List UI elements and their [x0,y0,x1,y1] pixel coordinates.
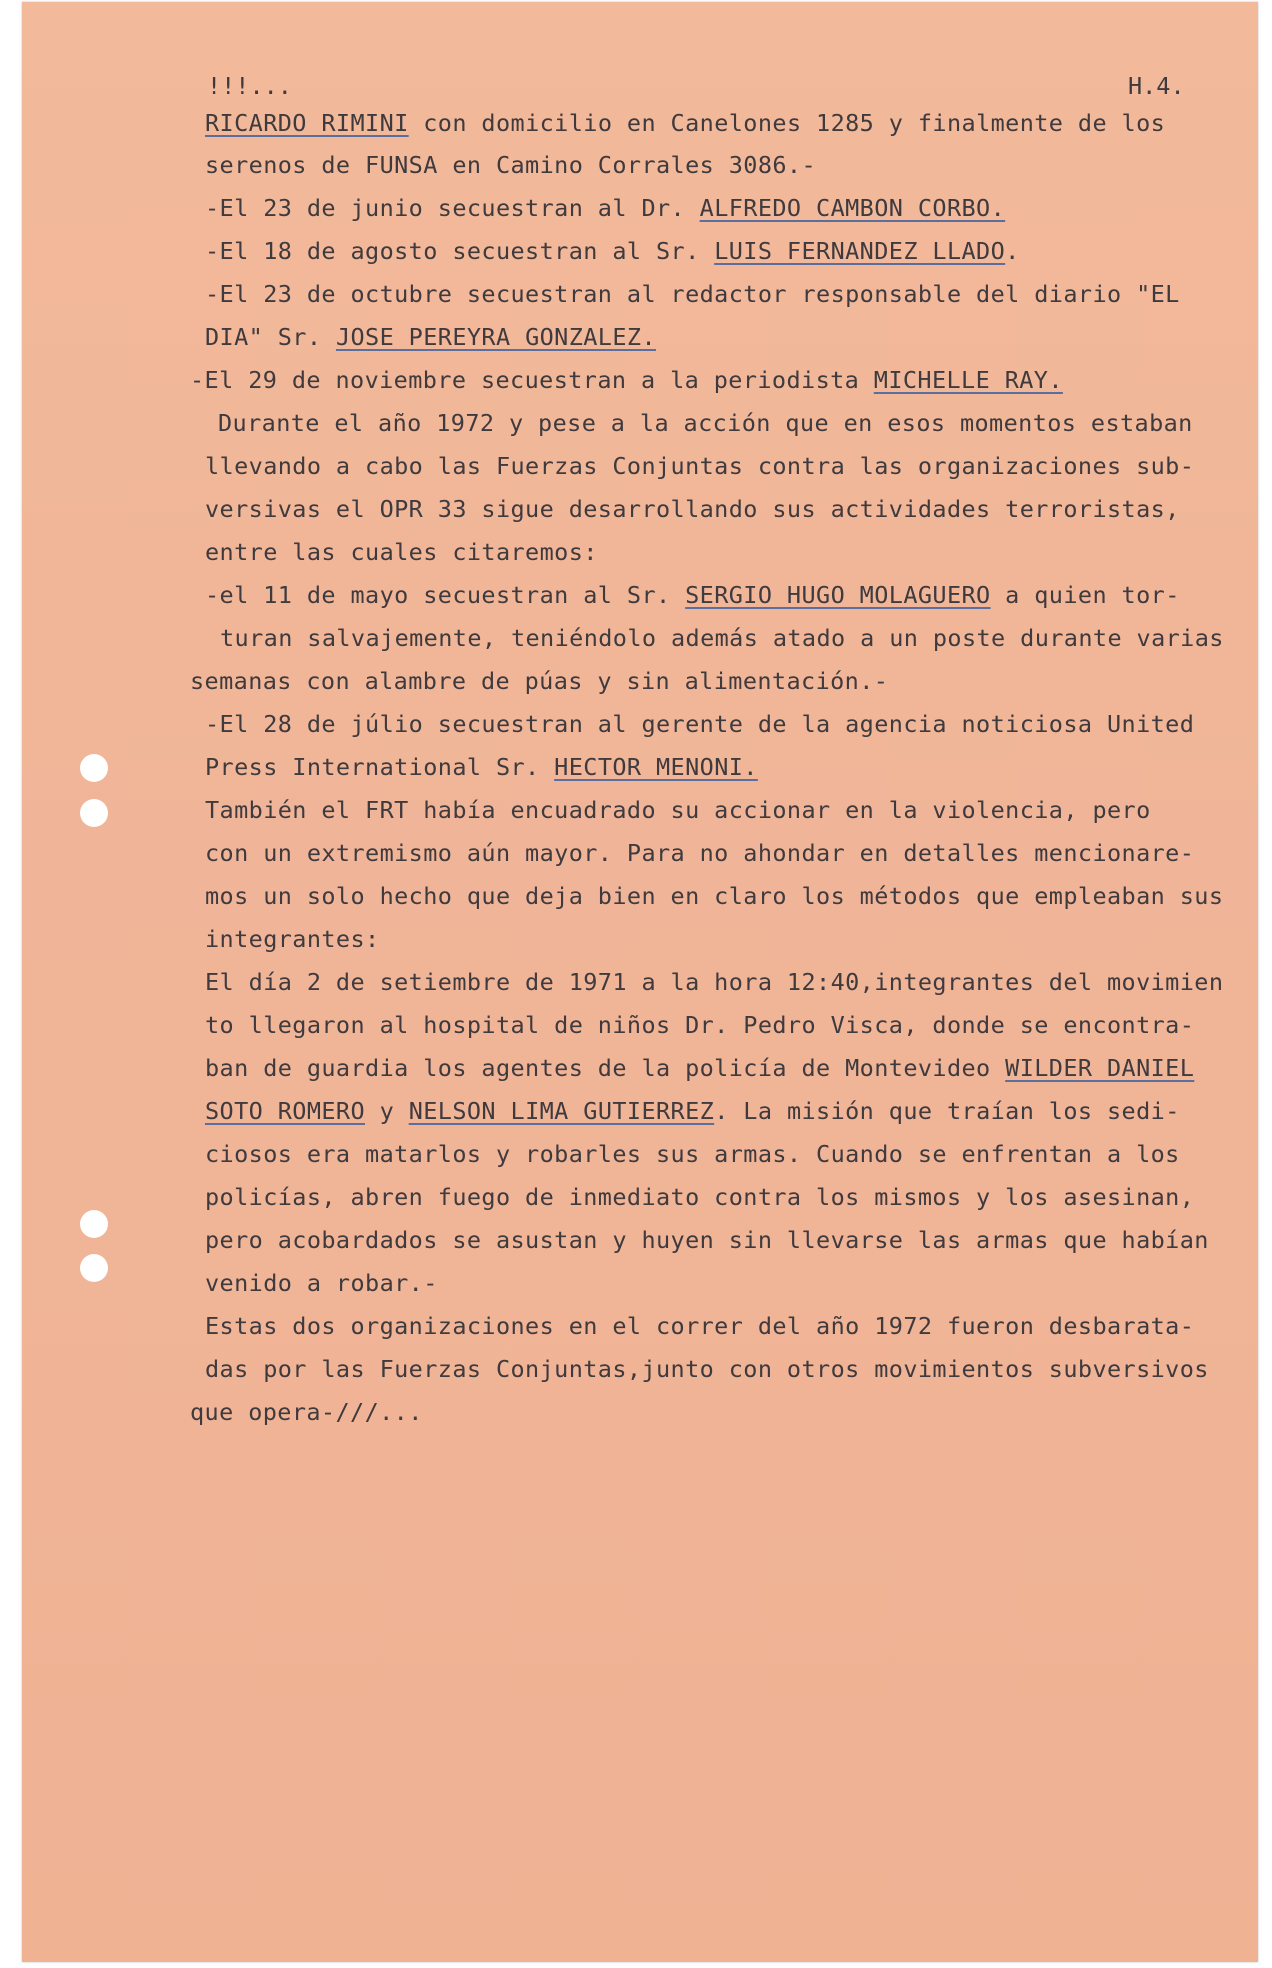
text-line [205,710,1195,738]
text-segment: con domicilio en Canelones 1285 y finalmente de los [408,109,1166,137]
text-line [205,839,1195,867]
underlined-name: JOSE PEREYRA GONZALEZ. [335,323,656,351]
text-line [205,968,1224,996]
text-line [205,796,1151,824]
text-segment: integrantes: [205,925,380,953]
text-line [205,753,758,781]
text-segment: llevando a cabo las Fuerzas Conjuntas contra las organizaciones sub- [205,452,1195,480]
text-line [205,109,1166,137]
text-line [205,194,1006,222]
text-line [220,624,1224,652]
text-line [205,323,656,351]
text-segment: -El 18 de agosto secuestran al Sr. [205,237,715,265]
text-line [205,1183,1195,1211]
binder-hole [80,1254,108,1282]
text-segment: . [1005,237,1020,265]
underlined-name: MICHELLE RAY. [873,366,1063,394]
text-line [205,1140,1180,1168]
text-segment: entre las cuales citaremos: [205,538,598,566]
text-segment: con un extremismo aún mayor. Para no ahondar en detalles mencionare- [205,839,1195,867]
text-segment: y [365,1097,409,1125]
text-line [205,1097,1180,1125]
text-line [205,581,1180,609]
text-segment: Estas dos organizaciones en el correr del año 1972 fueron desbarata- [205,1312,1195,1340]
text-line [205,1312,1195,1340]
underlined-name: NELSON LIMA GUTIERREZ [408,1097,715,1125]
binder-hole [80,1210,108,1238]
binder-hole [80,799,108,827]
text-segment: -El 23 de octubre secuestran al redactor responsable del diario "EL [205,280,1180,308]
text-line [205,237,1020,265]
text-line [205,495,1180,523]
text-line [205,925,380,953]
text-segment: También el FRT había encuadrado su accionar en la violencia, pero [205,796,1151,824]
text-segment: serenos de FUNSA en Camino Corrales 3086.- [205,151,817,179]
underlined-name: HECTOR MENONI. [554,753,758,781]
text-segment: pero acobardados se asustan y huyen sin llevarse las armas que habían [205,1226,1209,1254]
text-line [190,667,889,695]
text-segment: DIA" Sr. [205,323,336,351]
text-segment: Press International Sr. [205,753,555,781]
text-segment: ciosos era matarlos y robarles sus armas. Cuando se enfrentan a los [205,1140,1180,1168]
underlined-name: RICARDO RIMINI [205,109,409,137]
text-segment: versivas el OPR 33 sigue desarrollando sus actividades terroristas, [205,495,1180,523]
text-segment: das por las Fuerzas Conjuntas,junto con otros movimientos subversivos [205,1355,1209,1383]
typewritten-page [22,2,1258,1962]
text-segment: semanas con alambre de púas y sin alimentación.- [190,667,889,695]
text-segment: turan salvajemente, teniéndolo además atado a un poste durante varias [220,624,1224,652]
text-segment: Durante el año 1972 y pese a la acción que en esos momentos estaban [218,409,1193,437]
text-segment: venido a robar.- [205,1269,438,1297]
text-line [205,1355,1209,1383]
text-segment: mos un solo hecho que deja bien en claro los métodos que empleaban sus [205,882,1224,910]
text-line [205,1054,1195,1082]
text-line [205,151,817,179]
text-line [205,1011,1195,1039]
text-segment: -El 29 de noviembre secuestran a la periodista [190,366,874,394]
text-line [205,1226,1209,1254]
text-line [218,409,1193,437]
text-segment: -el 11 de mayo secuestran al Sr. [205,581,686,609]
text-segment: policías, abren fuego de inmediato contra los mismos y los asesinan, [205,1183,1195,1211]
text-line [205,538,598,566]
text-segment: . La misión que traían los sedi- [714,1097,1180,1125]
underlined-name: LUIS FERNANDEZ LLADO [714,237,1006,265]
text-segment: -El 28 de júlio secuestran al gerente de la agencia noticiosa United [205,710,1195,738]
text-segment: que opera-///... [190,1398,423,1426]
text-segment: a quien tor- [990,581,1180,609]
text-segment: to llegaron al hospital de niños Dr. Pedro Visca, donde se encontra- [205,1011,1195,1039]
text-line [205,882,1224,910]
text-line [205,280,1180,308]
underlined-name: WILDER DANIEL [1005,1054,1195,1082]
binder-hole [80,754,108,782]
text-segment: -El 23 de junio secuestran al Dr. [205,194,700,222]
continuation-mark: !!!... [207,72,292,100]
underlined-name: ALFREDO CAMBON CORBO. [699,194,1006,222]
text-segment: El día 2 de setiembre de 1971 a la hora 12:40,integrantes del movimien [205,968,1224,996]
text-line [205,452,1195,480]
underlined-name: SERGIO HUGO MOLAGUERO [685,581,991,609]
text-line [190,1398,423,1426]
text-line [205,1269,438,1297]
underlined-name: SOTO ROMERO [205,1097,366,1125]
text-line [190,366,1063,394]
page-number: H.4. [1128,72,1185,100]
text-segment: ban de guardia los agentes de la policía de Montevideo [205,1054,1006,1082]
